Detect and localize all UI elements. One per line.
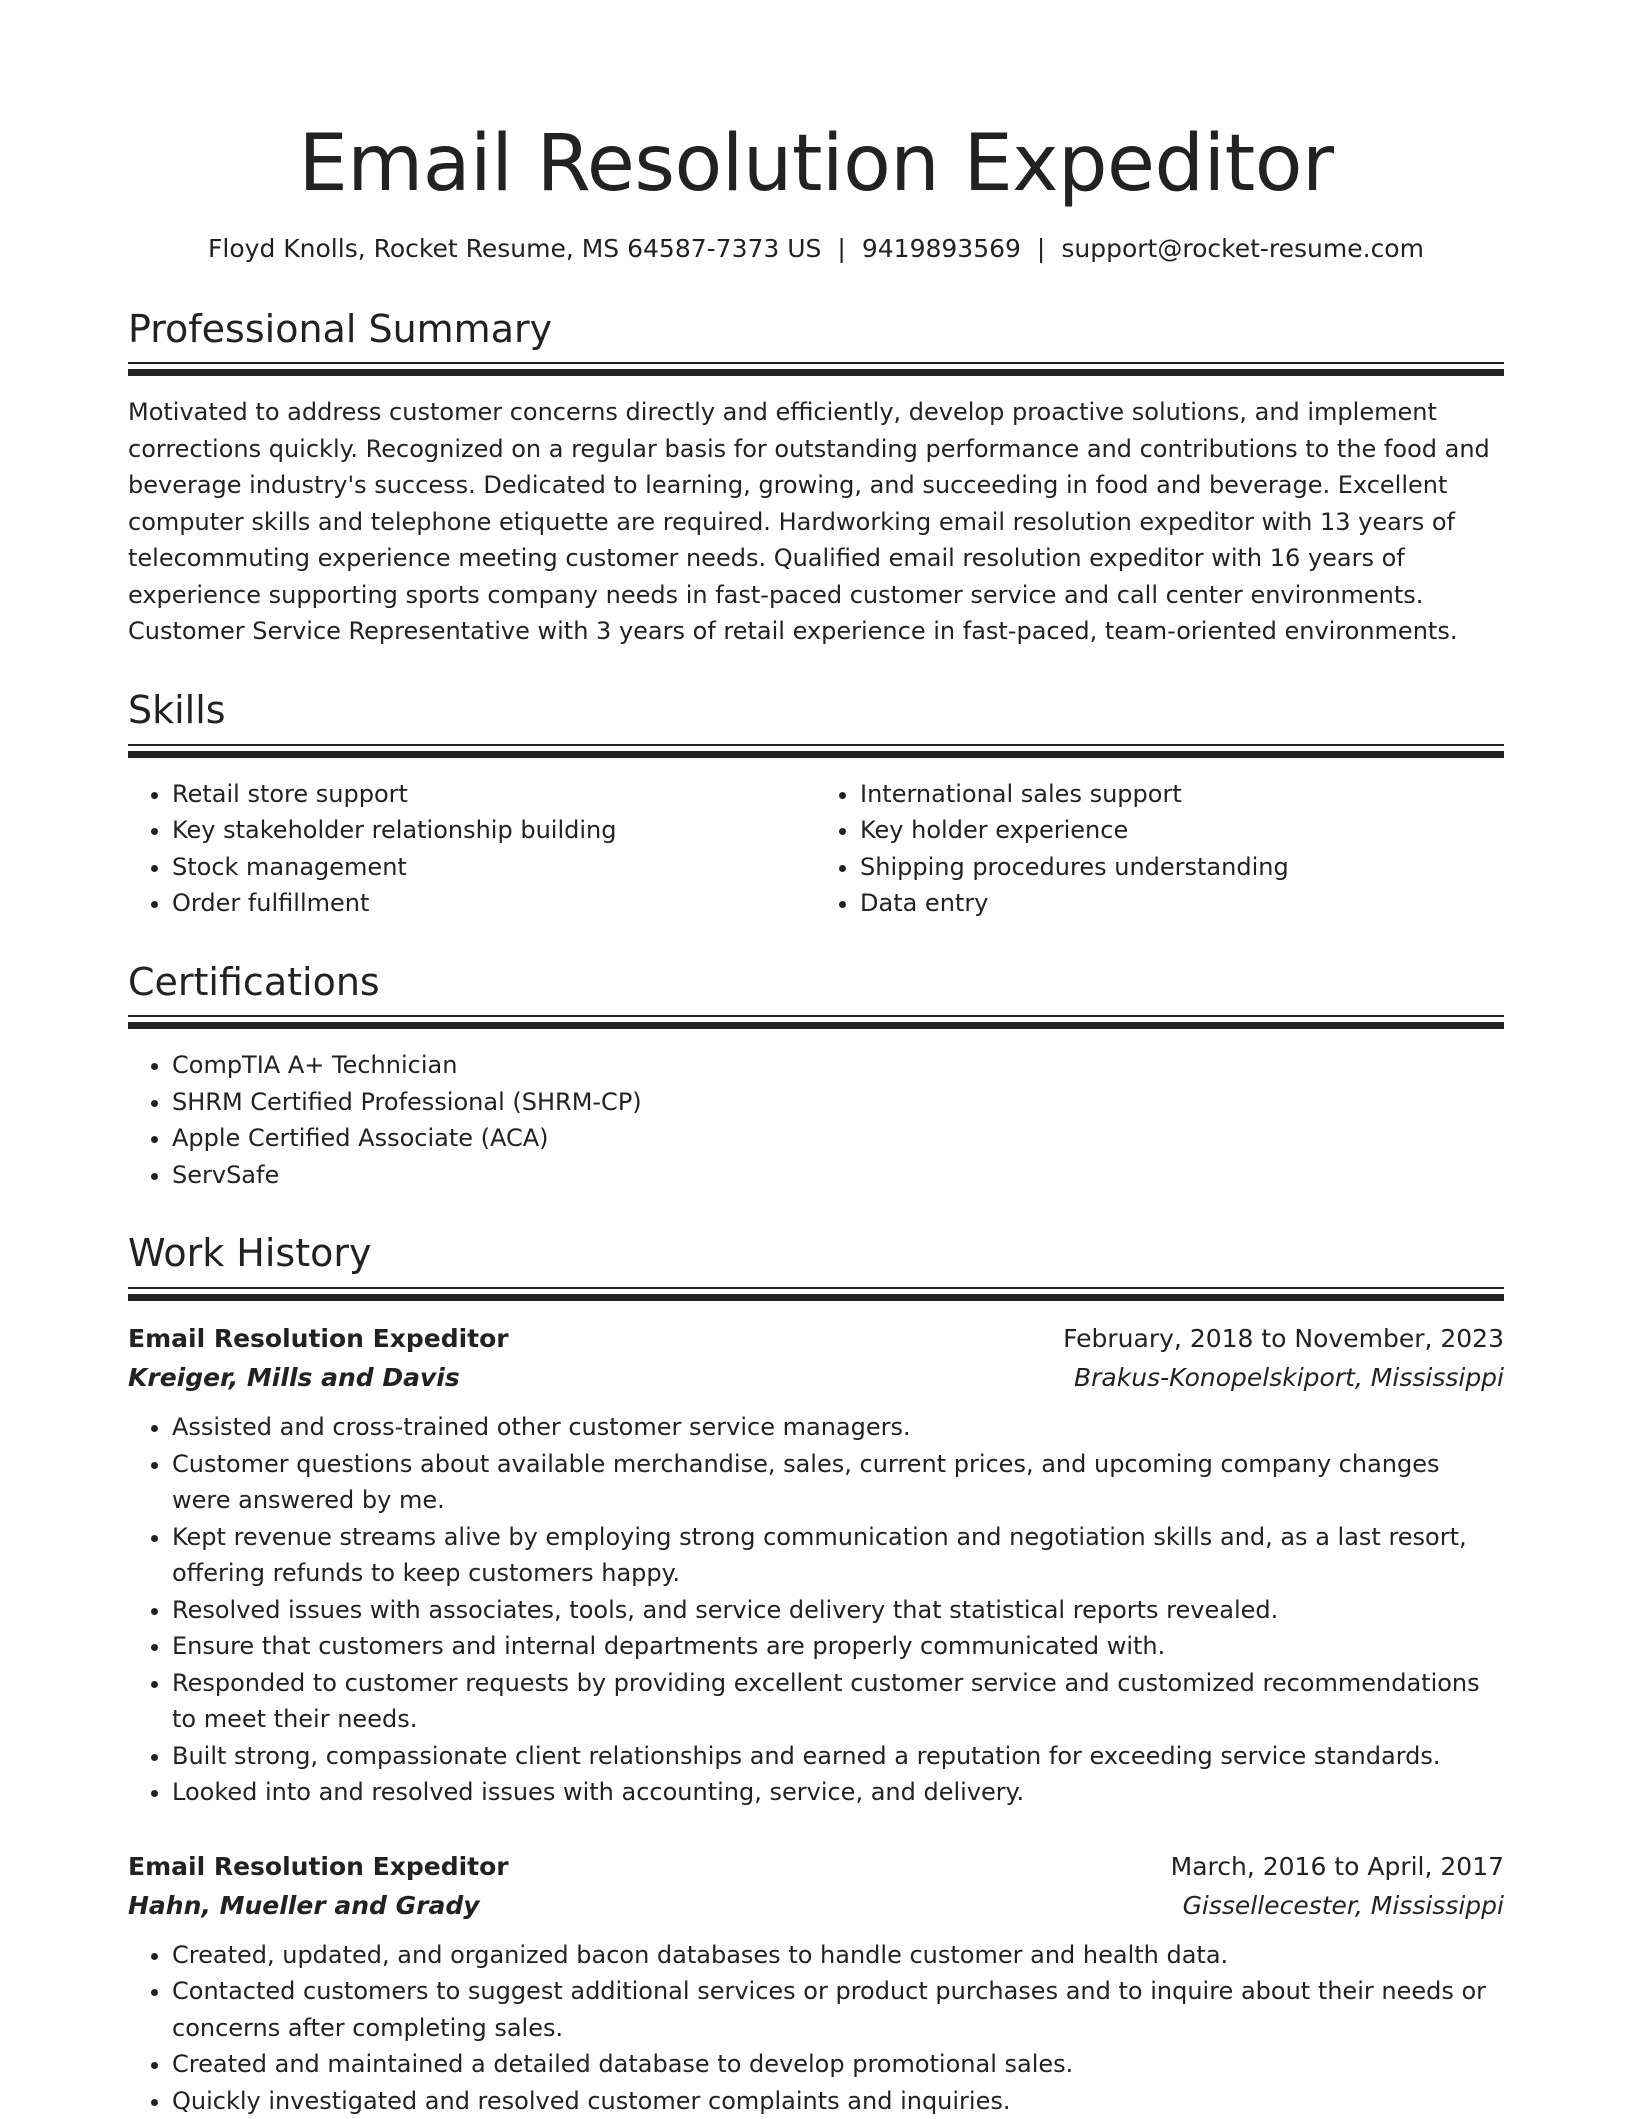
summary-text: Motivated to address customer concerns directly and efficiently, develop proactive solutions, and implement corrections quickly. Recognized on a regular basis for outstanding performance and contributions to the food and beverage industry's success. Dedicated to learning, growing, and succeeding in food and beverage. Excellent computer skills and telephone etiquette are required. Hardworking email resolution expeditor with 13 years of telecommuting experience meeting customer needs. Qualified email resolution expeditor with 16 years of experience supporting sports company needs in fast-paced customer service and call center environments. Customer Service Representative with 3 years of retail experience in fast-paced, team-oriented environments. — [128, 398, 1490, 646]
job-subheader-row — [128, 1886, 1504, 1925]
job-duties-list — [128, 1409, 1504, 1811]
skill-item: • Order fulfillment — [172, 885, 816, 922]
section-heading-skills: Skills — [128, 687, 226, 732]
section-heading-work-history: Work History — [128, 1231, 372, 1276]
job-header-row — [128, 1319, 1504, 1358]
section-divider — [128, 1015, 1504, 1029]
job-duty-item: • Kept revenue streams alive by employing strong communication and negotiation skills and, as a last resort, offering refunds to keep customers happy. — [172, 1519, 1504, 1592]
job-duty-item: • Resolved issues with associates, tools, and service delivery that statistical reports revealed. — [172, 1592, 1504, 1629]
job-duty-item: • Customer questions about available merchandise, sales, current prices, and upcoming company changes were answered by me. — [172, 1446, 1504, 1519]
contact-separator: | — [837, 233, 846, 263]
job-duty-item: • Created and maintained a detailed database to develop promotional sales. — [172, 2046, 1504, 2083]
certification-item: • CompTIA A+ Technician — [172, 1047, 1504, 1084]
contact-separator: | — [1036, 233, 1046, 263]
skill-item: • Key holder experience — [860, 812, 1504, 849]
skill-item: • Stock management — [172, 849, 816, 886]
job-company: Hahn, Mueller and Grady — [128, 1890, 480, 1920]
contact-email: support@rocket-resume.com — [1061, 233, 1424, 263]
job-location: Gissellecester, Mississippi — [1182, 1890, 1504, 1920]
job-duty-item: • Looked into and resolved issues with accounting, service, and delivery. — [172, 1774, 1504, 1811]
skill-item: • Shipping procedures understanding — [860, 849, 1504, 886]
section-divider — [128, 744, 1504, 758]
certification-item: • SHRM Certified Professional (SHRM-CP) — [172, 1084, 1504, 1121]
job-duty-item: • Created, updated, and organized bacon databases to handle customer and health data. — [172, 1937, 1504, 1974]
job-duties-list — [128, 1937, 1504, 2119]
certification-item: • ServSafe — [172, 1157, 1504, 1194]
job-company: Kreiger, Mills and Davis — [128, 1363, 460, 1393]
work-history-section — [128, 1233, 1504, 2119]
skill-item: • International sales support — [860, 776, 1504, 813]
job-duty-item: • Contacted customers to suggest additional services or product purchases and to inquire about their needs or concerns after completing sales. — [172, 1973, 1504, 2046]
job-dates: February, 2018 to November, 2023 — [1063, 1324, 1504, 1354]
contact-address: Floyd Knolls, Rocket Resume, MS 64587-7373 US — [208, 233, 822, 263]
job-duty-item: • Ensure that customers and internal departments are properly communicated with. — [172, 1628, 1504, 1665]
section-heading-certifications: Certifications — [128, 959, 380, 1004]
contact-line — [128, 234, 1504, 263]
skills-grid — [128, 776, 1504, 922]
job-duty-item: • Built strong, compassionate client relationships and earned a reputation for exceeding service standards. — [172, 1738, 1504, 1775]
skills-section — [128, 687, 1504, 922]
skill-item: • Data entry — [860, 885, 1504, 922]
skills-list-right — [816, 776, 1504, 922]
certifications-list — [128, 1047, 1504, 1193]
skills-list-left — [128, 776, 816, 922]
resume-title: Email Resolution Expeditor — [298, 119, 1334, 209]
job-location: Brakus-Konopelskiport, Mississippi — [1073, 1363, 1504, 1393]
section-divider — [128, 1287, 1504, 1301]
contact-phone: 9419893569 — [861, 233, 1021, 263]
skill-item: • Retail store support — [172, 776, 816, 813]
certifications-section — [128, 959, 1504, 1194]
summary-section — [128, 306, 1504, 650]
certification-item: • Apple Certified Associate (ACA) — [172, 1120, 1504, 1157]
section-divider — [128, 362, 1504, 376]
job-dates: March, 2016 to April, 2017 — [1170, 1851, 1504, 1881]
job-title: Email Resolution Expeditor — [128, 1324, 509, 1354]
job-subheader-row — [128, 1358, 1504, 1397]
job-duty-item: • Quickly investigated and resolved customer complaints and inquiries. — [172, 2083, 1504, 2119]
job-duty-item: • Responded to customer requests by providing excellent customer service and customized recommendations to meet their needs. — [172, 1665, 1504, 1738]
job-header-row — [128, 1847, 1504, 1886]
job-title: Email Resolution Expeditor — [128, 1851, 509, 1881]
job-entry — [128, 1847, 1504, 2119]
job-entry — [128, 1319, 1504, 1811]
job-duty-item: • Assisted and cross-trained other customer service managers. — [172, 1409, 1504, 1446]
skill-item: • Key stakeholder relationship building — [172, 812, 816, 849]
section-heading-summary: Professional Summary — [128, 306, 553, 351]
